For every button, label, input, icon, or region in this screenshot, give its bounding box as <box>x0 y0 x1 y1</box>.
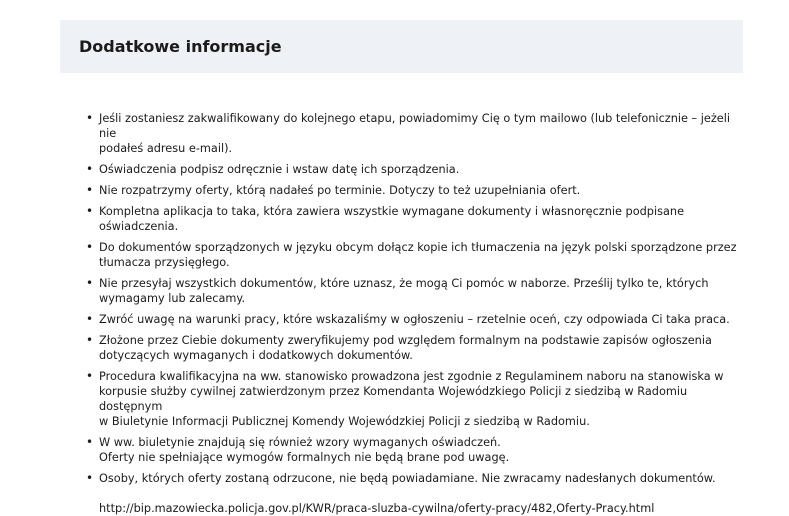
list-item-text: Zwróć uwagę na warunki pracy, które wskazaliśmy w ogłoszeniu – rzetelnie oceń, czy odpowiada Ci taka praca. <box>99 313 730 326</box>
job-offers-link[interactable]: http://bip.mazowiecka.policja.gov.pl/KWR/praca-sluzba-cywilna/oferty-pracy/482,Oferty-Pracy.html <box>99 502 655 515</box>
list-item <box>86 435 746 465</box>
bullet-icon: • <box>86 183 94 197</box>
bullet-icon: • <box>86 162 94 176</box>
bullet-icon: • <box>86 471 94 485</box>
bullet-icon: • <box>86 240 94 254</box>
list-item <box>86 471 746 486</box>
list-item <box>86 204 746 234</box>
info-content <box>86 111 746 516</box>
list-item-text: Jeśli zostaniesz zakwalifikowany do kolejnego etapu, powiadomimy Cię o tym mailowo (lub telefonicznie – jeżeli nie podałeś adresu e-mail). <box>99 112 731 155</box>
list-item <box>86 312 746 327</box>
list-item-text: W ww. biuletynie znajdują się również wzory wymaganych oświadczeń. Oferty nie spełniające wymogów formalnych nie będą brane pod uwagę. <box>99 436 510 464</box>
section-header <box>60 20 743 73</box>
list-item-text: Oświadczenia podpisz odręcznie i wstaw datę ich sporządzenia. <box>99 163 460 176</box>
list-item-text: Kompletna aplikacja to taka, która zawiera wszystkie wymagane dokumenty i własnoręcznie podpisane oświadczenia. <box>99 205 685 233</box>
list-item <box>86 240 746 270</box>
bullet-icon: • <box>86 435 94 449</box>
list-item <box>86 183 746 198</box>
bullet-icon: • <box>86 369 94 383</box>
list-item-text: Osoby, których oferty zostaną odrzucone, nie będą powiadamiane. Nie zwracamy nadesłanych dokumentów. <box>99 472 716 485</box>
list-item <box>86 369 746 429</box>
list-item-text: Nie przesyłaj wszystkich dokumentów, które uznasz, że mogą Ci pomóc w naborze. Prześlij tylko te, których wymagamy lub zalecamy. <box>99 277 709 305</box>
list-item-text: Do dokumentów sporządzonych w języku obcym dołącz kopie ich tłumaczenia na język polski sporządzone przez tłumacza przysięgłego. <box>99 241 737 269</box>
bullet-icon: • <box>86 333 94 347</box>
section-title: Dodatkowe informacje <box>79 37 282 56</box>
bullet-icon: • <box>86 312 94 326</box>
list-item <box>86 162 746 177</box>
list-item <box>86 111 746 156</box>
list-item-text: Złożone przez Ciebie dokumenty zweryfikujemy pod względem formalnym na podstawie zapisów ogłoszenia dotyczących wymaganych i dodatkowych dokumentów. <box>99 334 712 362</box>
list-item <box>86 333 746 363</box>
bullet-icon: • <box>86 111 94 125</box>
bullet-icon: • <box>86 276 94 290</box>
list-item-text: Procedura kwalifikacyjna na ww. stanowisko prowadzona jest zgodnie z Regulaminem naboru na stanowiska w korpusie służby cywilnej zatwierdzonym przez Komendanta Wojewódzkiego Policji z siedzibą w Radomiu dostępnym w Biuletynie Informacji Publicznej Komendy Wojewódzkiej Policji z siedzibą w Radomiu. <box>99 370 724 428</box>
list-item <box>86 276 746 306</box>
list-item-text: Nie rozpatrzymy oferty, którą nadałeś po terminie. Dotyczy to też uzupełniania ofert. <box>99 184 581 197</box>
info-list <box>86 111 746 486</box>
bullet-icon: • <box>86 204 94 218</box>
